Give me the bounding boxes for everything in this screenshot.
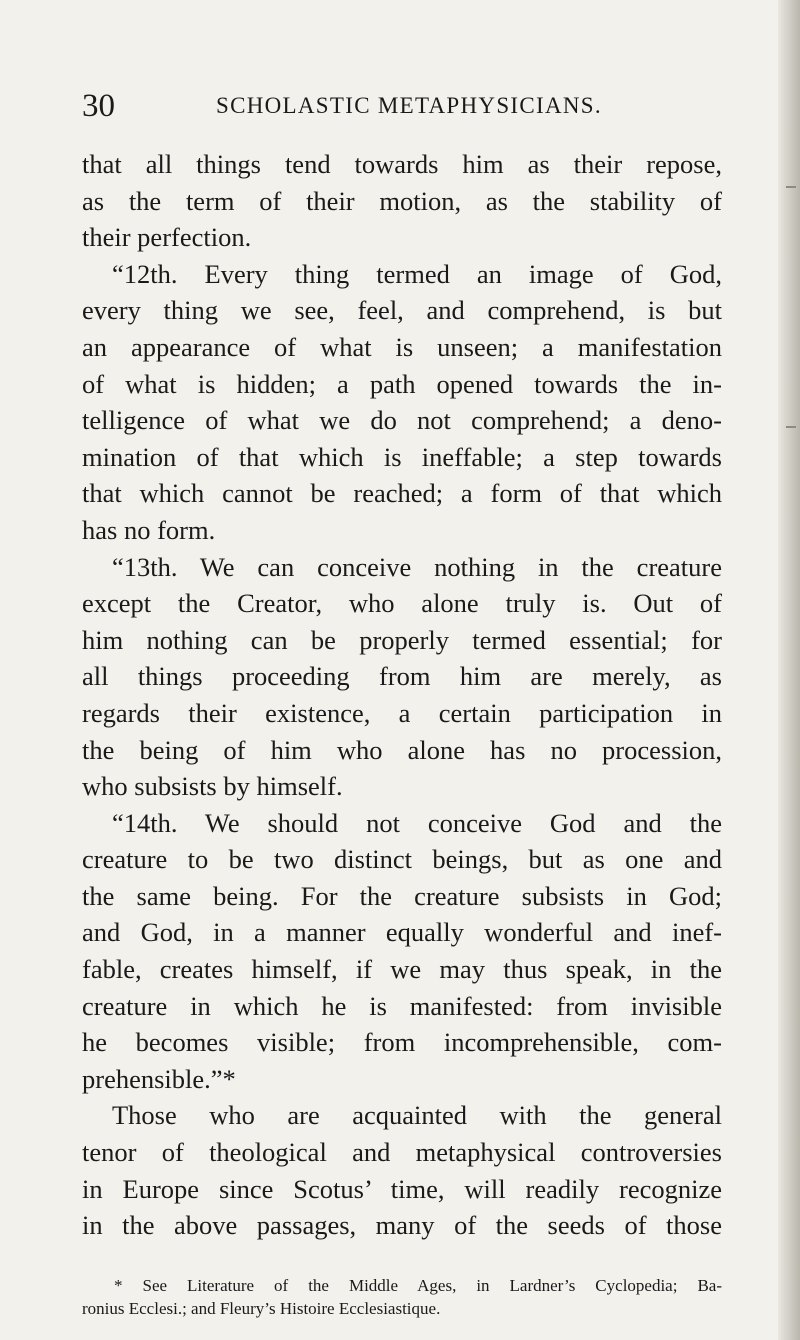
text-line: except the Creator, who alone truly is. Out of [82, 588, 722, 619]
text-line: that all things tend towards him as their repose, [82, 149, 722, 179]
text-line: in the above passages, many of the seeds of those [82, 1210, 722, 1241]
text-line: him nothing can be properly termed essential; for [82, 624, 722, 655]
text-line: every thing we see, feel, and comprehend, is but [82, 295, 722, 326]
text-line: telligence of what we do not comprehend; a deno- [82, 405, 722, 436]
text-line: who subsists by himself. [82, 771, 343, 802]
footnote-line: * See Literature of the Middle Ages, in Lardner’s Cyclopedia; Ba- [114, 1276, 722, 1295]
footnote-line: ronius Ecclesi.; and Fleury’s Histoire Ecclesiastique. [82, 1299, 441, 1318]
text-line: the being of him who alone has no procession, [82, 734, 722, 765]
text-line: as the term of their motion, as the stability of [82, 185, 722, 216]
text-line: of what is hidden; a path opened towards the in- [82, 368, 722, 399]
running-head: SCHOLASTIC METAPHYSICIANS. [216, 93, 602, 118]
text-line: “14th. We should not conceive God and the [112, 807, 722, 838]
page-edge-mark [786, 426, 796, 428]
page-edge-shadow [778, 0, 800, 1340]
text-line: he becomes visible; from incomprehensible, com- [82, 1027, 722, 1058]
text-line: fable, creates himself, if we may thus speak, in the [82, 954, 722, 985]
text-line: has no form. [82, 514, 216, 545]
footnote [82, 1274, 722, 1320]
body-text [82, 146, 722, 1244]
text-line: tenor of theological and metaphysical controversies [82, 1137, 722, 1168]
text-line: creature in which he is manifested: from invisible [82, 990, 722, 1021]
text-line: that which cannot be reached; a form of that which [82, 478, 722, 509]
text-line: mination of that which is ineffable; a step towards [82, 441, 722, 472]
text-line: creature to be two distinct beings, but as one and [82, 844, 722, 875]
page-number: 30 [82, 88, 115, 124]
text-line: an appearance of what is unseen; a manifestation [82, 331, 722, 362]
text-line: prehensible.”* [82, 1063, 236, 1094]
text-line: regards their existence, a certain participation in [82, 697, 722, 728]
text-line: and God, in a manner equally wonderful and inef- [82, 917, 722, 948]
text-line: in Europe since Scotus’ time, will readily recognize [82, 1173, 722, 1204]
text-line: “13th. We can conceive nothing in the creature [112, 551, 722, 582]
text-line: all things proceeding from him are merely, as [82, 661, 722, 692]
text-line: “12th. Every thing termed an image of God, [112, 258, 722, 289]
text-line: the same being. For the creature subsists in God; [82, 880, 722, 911]
text-line: their perfection. [82, 222, 252, 253]
page-edge-mark [786, 186, 796, 188]
text-line: Those who are acquainted with the general [112, 1100, 722, 1131]
page-header [82, 86, 722, 126]
